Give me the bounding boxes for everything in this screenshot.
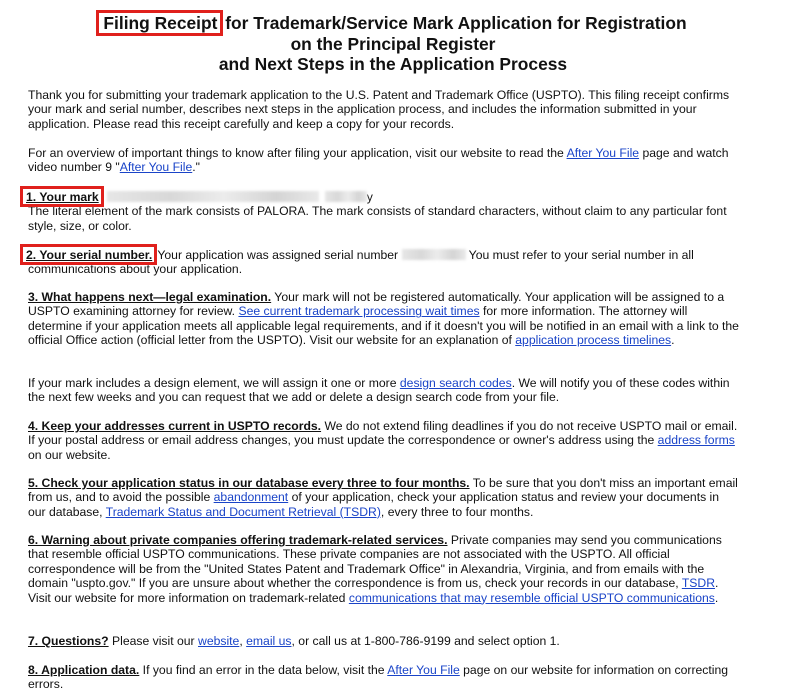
section-8-heading: 8. Application data. bbox=[28, 663, 140, 677]
section-questions: 7. Questions? Please visit our website, email us, or call us at 1-800-786-9199 and select option 1. bbox=[28, 634, 560, 648]
title-highlight: Filing Receipt bbox=[99, 13, 220, 33]
section-7-heading: 7. Questions? bbox=[28, 634, 109, 648]
section-addresses: 4. Keep your addresses current in USPTO records. We do not extend filing deadlines if you do not receive USPTO mail or email. If your postal address or email address changes, you must update the correspondence or owner's address using the address forms on our website. bbox=[28, 419, 738, 462]
section-5-heading: 5. Check your application status in our database every three to four months. bbox=[28, 476, 470, 490]
redacted-serial-number bbox=[402, 249, 466, 260]
abandonment-link[interactable]: abandonment bbox=[213, 490, 289, 505]
redacted-mark-2 bbox=[325, 191, 367, 202]
after-you-file-link[interactable]: After You File bbox=[566, 146, 640, 160]
section-6-heading: 6. Warning about private companies offering trademark-related services. bbox=[28, 533, 448, 547]
section-1-heading: 1. Your mark bbox=[23, 189, 101, 204]
intro-paragraph: Thank you for submitting your trademark application to the U.S. Patent and Trademark Office (USPTO). This filing receipt confirms your mark and serial number, describes next steps in the application process, and includes the information submitted in your application. Please read this receipt carefully and keep a copy for your records. bbox=[28, 88, 730, 131]
email-us-link[interactable]: email us bbox=[246, 634, 292, 648]
section-3-heading: 3. What happens next—legal examination. bbox=[28, 290, 272, 304]
section-serial-number: 2. Your serial number. Your application was assigned serial number You must refer to your serial number in all communications about your application. bbox=[28, 248, 740, 277]
application-process-timelines-link[interactable]: application process timelines bbox=[515, 333, 672, 348]
after-you-file-errors-link[interactable]: After You File bbox=[387, 663, 460, 677]
section-your-mark: 1. Your mark y The literal element of the mark consists of PALORA. The mark consists of standard characters, without claim to any particular font style, size, or color. bbox=[28, 190, 740, 233]
section-2-heading: 2. Your serial number. bbox=[23, 247, 154, 262]
document-title: Filing Receipt for Trademark/Service Mark Application for Registration on the Principal Register and Next Steps in the Application Process bbox=[28, 13, 758, 75]
overview-paragraph: For an overview of important things to know after filing your application, visit our website to read the After You File page and watch video number 9 "After You File." bbox=[28, 146, 729, 175]
after-you-file-video-link[interactable]: After You File bbox=[119, 160, 193, 175]
address-forms-link[interactable]: address forms bbox=[657, 433, 735, 448]
section-application-status: 5. Check your application status in our database every three to four months. To be sure that you don't miss an important email from us, and to avoid the possible abandonment of your application, check your application status and review your documents in our database, Trademark Status and Document Retrieval (TSDR), every three to four months. bbox=[28, 476, 738, 519]
design-search-codes-link[interactable]: design search codes bbox=[399, 376, 512, 390]
resembling-communications-link[interactable]: communications that may resemble official USPTO communications bbox=[348, 590, 715, 605]
tsdr-short-link[interactable]: TSDR bbox=[681, 576, 716, 591]
website-link[interactable]: website bbox=[198, 634, 240, 648]
filing-receipt-document bbox=[26, 0, 758, 692]
processing-wait-times-link[interactable]: See current trademark processing wait times bbox=[238, 304, 480, 319]
redacted-mark bbox=[107, 191, 319, 202]
design-element-paragraph: If your mark includes a design element, we will assign it one or more design search codes. We will notify you of these codes within the next few weeks and you can request that we add or delete a design search code from your file. bbox=[28, 376, 730, 405]
section-legal-examination: 3. What happens next—legal examination. Your mark will not be registered automatically. Your application will be assigned to a USPTO examining attorney for review. See current trademark processing wait times for more information. The attorney will determine if your application meets all applicable legal requirements, and if it doesn't you will be notified in an email with a link to the official Office action (official letter from the USPTO). Visit our website for an explanation of application process timelines. bbox=[28, 290, 739, 348]
section-private-companies-warning: 6. Warning about private companies offering trademark-related services. Private companies may send you communications that resemble official USPTO communications. These private companies are not associated with the USPTO. All official correspondence will be from the "United States Patent and Trademark Office" in Alexandria, Virginia, and from emails with the domain "uspto.gov." If you are unsure about whether the correspondence is from us, check your records in our database, TSDR. Visit our website for more information on trademark-related communications that may resemble official USPTO communications. bbox=[28, 533, 722, 605]
section-4-heading: 4. Keep your addresses current in USPTO records. bbox=[28, 419, 322, 433]
tsdr-link[interactable]: Trademark Status and Document Retrieval (TSDR) bbox=[105, 504, 381, 519]
section-application-data: 8. Application data. If you find an error in the data below, visit the After You File page on our website for information on correcting errors. bbox=[28, 663, 729, 692]
